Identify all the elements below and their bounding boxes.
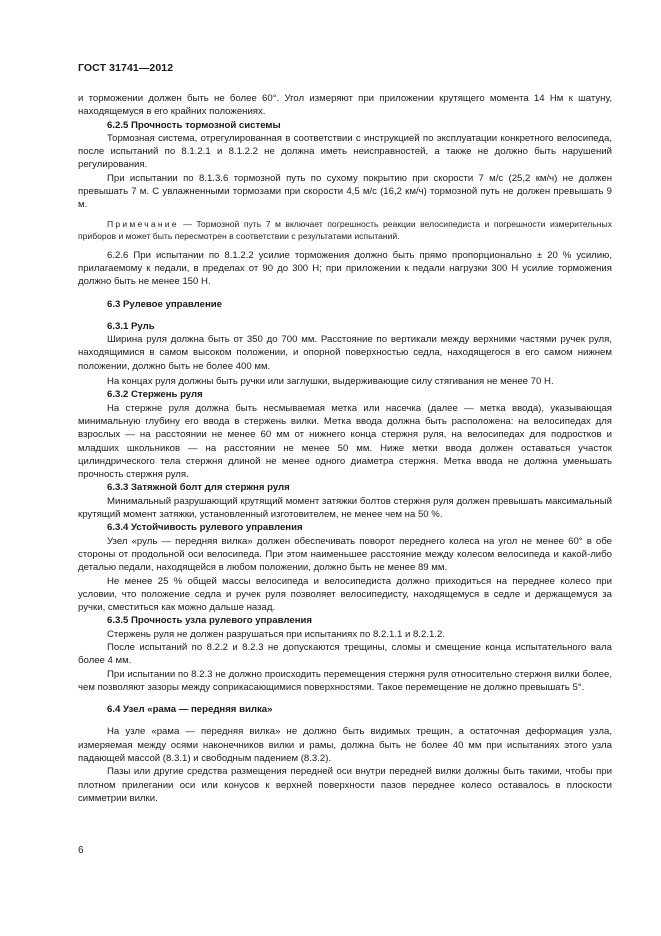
section-heading-6-3-2: 6.3.2 Стержень руля: [107, 389, 203, 401]
note-text: — Тормозной путь 7 м включает погрешность реакции велосипедиста и погрешности измерительных приборов и может быть пересмотрен в соответствии с результатами испытаний.: [78, 218, 612, 241]
section-heading-6-3-1: 6.3.1 Руль: [107, 320, 155, 332]
paragraph: и торможении должен быть не более 60°. Угол измеряют при приложении крутящего момента 14 Нм к шатуну, находящемуся в его крайних положениях.: [78, 93, 612, 118]
paragraph: Тормозная система, отрегулированная в соответствии с инструкцией по эксплуатации конкретного велосипеда, после испытаний по 8.1.2.1 и 8.1.2.2 не должна иметь неисправностей, а также не должно быть нарушений регулирования.: [78, 132, 612, 171]
document-body: [78, 92, 612, 805]
note: [78, 218, 612, 242]
paragraph: На концах руля должны быть ручки или заглушки, выдерживающие силу стягивания не менее 70 Н.: [107, 376, 554, 388]
section-heading-6-3-3: 6.3.3 Затяжной болт для стержня руля: [107, 482, 290, 494]
page-number: 6: [78, 845, 84, 856]
paragraph: Не менее 25 % общей массы велосипеда и велосипедиста должно приходиться на переднее колесо при условии, что положение седла и ручек руля позволяет велосипедисту, находящемуся в седле и держащемуся за ручки, сместиться как можно дальше назад.: [78, 575, 612, 614]
section-heading-6-4: 6.4 Узел «рама — передняя вилка»: [107, 704, 273, 716]
document-header: ГОСТ 31741—2012: [78, 62, 174, 74]
paragraph: Минимальный разрушающий крутящий момент затяжки болтов стержня руля должен превышать максимальный крутящий момент затяжки, установленный изготовителем, не менее чем на 50 %.: [78, 495, 612, 521]
paragraph: Узел «руль — передняя вилка» должен обеспечивать поворот переднего колеса на угол не менее 60° в обе стороны от продольной оси велосипеда. При этом наименьшее расстояние между колесом велосипеда и какой-либо деталью педали, находящейся в любом положении, должно быть не менее 89 мм.: [78, 535, 612, 574]
paragraph: Стержень руля не должен разрушаться при испытаниях по 8.2.1.1 и 8.2.1.2.: [107, 628, 446, 640]
paragraph: При испытании по 8.1.3.6 тормозной путь по сухому покрытию при скорости 7 м/с (25,2 км/ч) не должен превышать 7 м. С увлажненными тормозами при скорости 4,5 м/с (16,2 км/ч) тормозной путь не должен превышать 9 м.: [78, 172, 612, 211]
section-heading-6-3-5: 6.3.5 Прочность узла рулевого управления: [107, 615, 312, 627]
section-heading-6-3: 6.3 Рулевое управление: [107, 298, 222, 310]
note-label: Примечание: [107, 218, 179, 229]
paragraph: 6.2.6 При испытании по 8.1.2.2 усилие торможения должно быть прямо пропорционально ± 20 % усилию, прилагаемому к педали, в пределах от 90 до 300 Н; при приложении к педали нагрузки 300 Н усилие торможения должно быть не менее 150 Н.: [78, 249, 612, 288]
paragraph: На стержне руля должна быть несмываемая метка или насечка (далее — метка ввода), указывающая минимальную глубину его ввода в стержень вилки. Метка ввода должна быть расположена: на велосипедах для взрослых — на расстоянии не менее 60 мм от нижнего конца стержня руля, на велосипедах для подростков и младших школьников — на расстоянии не менее 50 мм. Ниже метки ввода должен оставаться участок цилиндрического тела стержня длиной не менее одного диаметра стержня. Метка ввода не должна уменьшать прочность стержня руля.: [78, 402, 612, 481]
paragraph: После испытаний по 8.2.2 и 8.2.3 не допускаются трещины, сломы и смещение конца испытательного вала более 4 мм.: [78, 641, 612, 667]
paragraph: Пазы или другие средства размещения передней оси внутри передней вилки должны быть такими, чтобы при плотном прилегании оси или конусов к верхней поверхности пазов переднее колесо оставалось в плоскости симметрии вилки.: [78, 766, 612, 804]
section-heading-6-2-5: 6.2.5 Прочность тормозной системы: [107, 119, 281, 131]
section-heading-6-3-4: 6.3.4 Устойчивость рулевого управления: [107, 522, 303, 534]
paragraph: При испытании по 8.2.3 не должно происходить перемещения стержня руля относительно стержня вилки более, чем позволяют зазоры между соприкасающимися поверхностями. Такое перемещение не должно превышать 5°.: [78, 668, 612, 693]
paragraph: Ширина руля должна быть от 350 до 700 мм. Расстояние по вертикали между верхними частями ручек руля, находящимися в самом высоком положении, и опорной поверхностью седла, находящегося в его самом нижнем положении, должно быть не более 400 мм.: [78, 334, 612, 372]
paragraph: На узле «рама — передняя вилка» не должно быть видимых трещин, а остаточная деформация узла, измеряемая между осями наконечников вилки и рамы, должна быть не более 40 мм при испытаниях этого узла падающей массой (8.3.1) и свободным падением (8.3.2).: [78, 726, 612, 765]
